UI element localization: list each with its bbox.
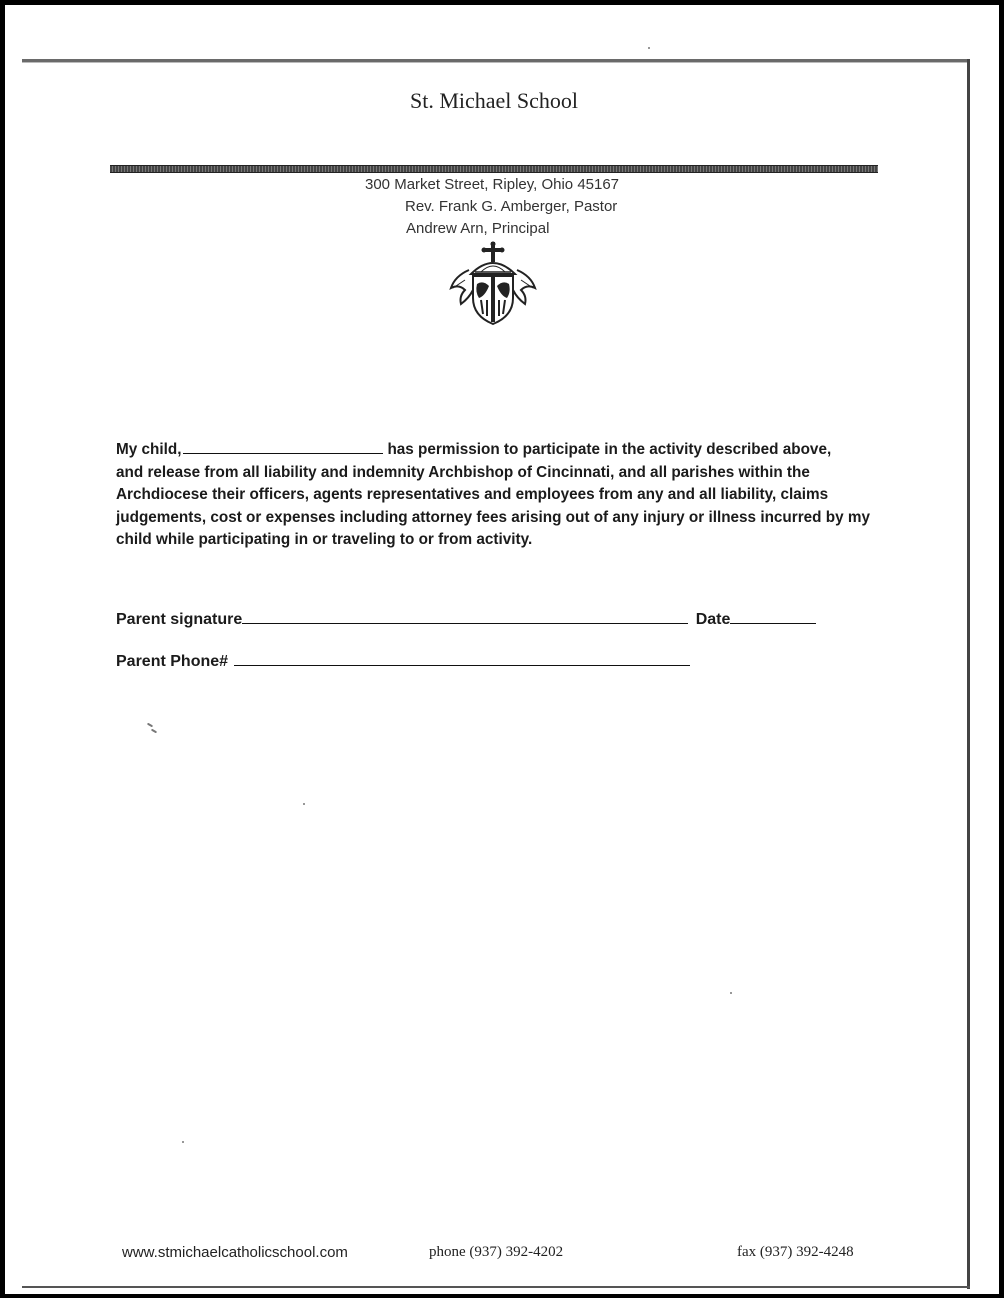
- header-rule: [110, 165, 878, 173]
- footer-website: www.stmichaelcatholicschool.com: [122, 1244, 348, 1261]
- parent-signature-label: Parent signature: [116, 611, 243, 628]
- parent-signature-field[interactable]: [242, 609, 688, 624]
- parent-phone-label: Parent Phone#: [116, 653, 229, 670]
- scan-speck: [151, 729, 157, 734]
- scan-top-border: [5, 0, 1004, 5]
- pastor-name: Rev. Frank G. Amberger, Pastor: [405, 198, 618, 215]
- phone-row: [116, 651, 690, 671]
- scan-speck: [303, 803, 305, 805]
- permission-line-5: child while participating in or traveling to or from activity.: [116, 531, 533, 548]
- permission-line-1-text: has permission to participate in the activity described above,: [387, 441, 832, 458]
- permission-statement: [116, 439, 886, 552]
- permission-line-3: Archdiocese their officers, agents representatives and employees from any and all liability, claims: [116, 486, 829, 503]
- frame-top-rule: [22, 59, 970, 63]
- parent-phone-field[interactable]: [234, 651, 690, 666]
- school-address: 300 Market Street, Ripley, Ohio 45167: [365, 176, 620, 193]
- permission-lead: My child,: [116, 441, 182, 458]
- frame-bottom-rule: [22, 1286, 970, 1288]
- footer-fax: fax (937) 392-4248: [737, 1244, 854, 1260]
- permission-line-2: and release from all liability and indemnity Archbishop of Cincinnati, and all parishes within the: [116, 463, 810, 481]
- date-label: Date: [695, 611, 731, 628]
- child-name-field[interactable]: [183, 441, 383, 454]
- signature-row: [116, 609, 816, 629]
- permission-line-1: [116, 439, 886, 462]
- school-name: St. Michael School: [409, 88, 579, 113]
- permission-line-4: judgements, cost or expenses including attorney fees arising out of any injury or illness incurred by my: [116, 508, 870, 526]
- scan-speck: [147, 723, 153, 728]
- footer-phone: phone (937) 392-4202: [429, 1244, 564, 1260]
- scan-speck: [648, 47, 650, 49]
- scan-speck: [182, 1141, 184, 1143]
- scan-speck: [730, 992, 732, 994]
- date-field[interactable]: [730, 609, 816, 624]
- coat-of-arms-icon: [445, 240, 541, 326]
- principal-name: Andrew Arn, Principal: [406, 220, 550, 237]
- frame-right-rule: [967, 59, 970, 1289]
